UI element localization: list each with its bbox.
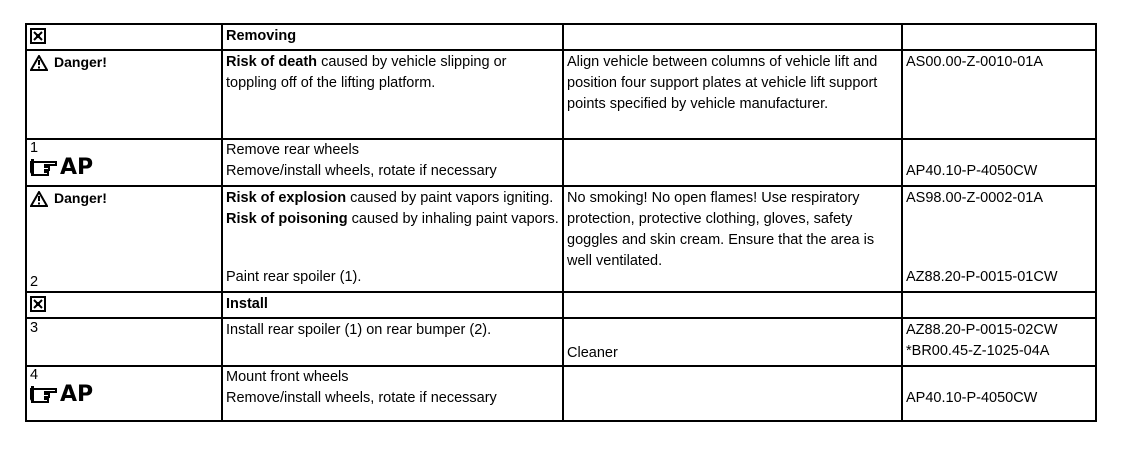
remedy-text: Align vehicle between columns of vehicle lift and position four support plates at vehicle lift support points specified by vehicle manufacturer. [563,50,902,139]
pointing-hand-icon [30,385,58,405]
section-row-install [26,292,1096,318]
document-ref: *BR00.45-Z-1025-04A [906,343,1050,359]
step-title: Remove rear wheels [226,142,359,158]
section-title: Removing [222,24,563,50]
danger-label: Danger! [30,52,218,73]
step-reference-text: Remove/install wheels, rotate if necessary [226,390,497,406]
risk-text: Risk of death caused by vehicle slipping or toppling off of the lifting platform. [222,50,563,139]
danger-label: Danger! [30,188,218,209]
document-ref: AS00.00-Z-0010-01A [902,50,1096,139]
document-ref: AZ88.20-P-0015-01CW [906,269,1058,285]
pointing-hand-icon [30,158,58,178]
step-number: 4 [30,367,39,383]
section-tool-icon [30,296,46,312]
step-reference-text: Remove/install wheels, rotate if necessary [226,163,497,179]
remedy-text: No smoking! No open flames! Use respiratory protection, protective clothing, gloves, safety goggles and skin cream. Ensure that the area is well ventilated. [563,186,902,292]
step-row-4 [26,366,1096,421]
step-number: 2 [30,274,39,290]
step-number: 3 [30,320,39,336]
danger-row-paint [26,186,1096,292]
section-row-removing [26,24,1096,50]
ap-reference: AP [30,156,218,180]
warning-triangle-icon [30,55,48,71]
document-ref: AZ88.20-P-0015-02CW [906,322,1058,338]
document-ref: AS98.00-Z-0002-01A [906,190,1044,206]
ap-reference: AP [30,383,218,407]
warning-triangle-icon [30,191,48,207]
document-ref: AP40.10-P-4050CW [906,163,1038,179]
step-title: Mount front wheels [226,369,349,385]
document-ref: AP40.10-P-4050CW [906,389,1038,406]
step-title: Install rear spoiler (1) on rear bumper (2). [222,318,563,366]
risk-text: Risk of explosion caused by paint vapors igniting. Risk of poisoning caused by inhaling paint vapors. [226,190,559,227]
danger-row-lift [26,50,1096,139]
procedure-table [25,23,1097,422]
step-row-1 [26,139,1096,186]
section-tool-icon [30,28,46,44]
step-title: Paint rear spoiler (1). [226,269,362,285]
step-row-3 [26,318,1096,366]
material-text: Cleaner [567,345,618,361]
section-title: Install [222,292,563,318]
step-number: 1 [30,140,39,156]
